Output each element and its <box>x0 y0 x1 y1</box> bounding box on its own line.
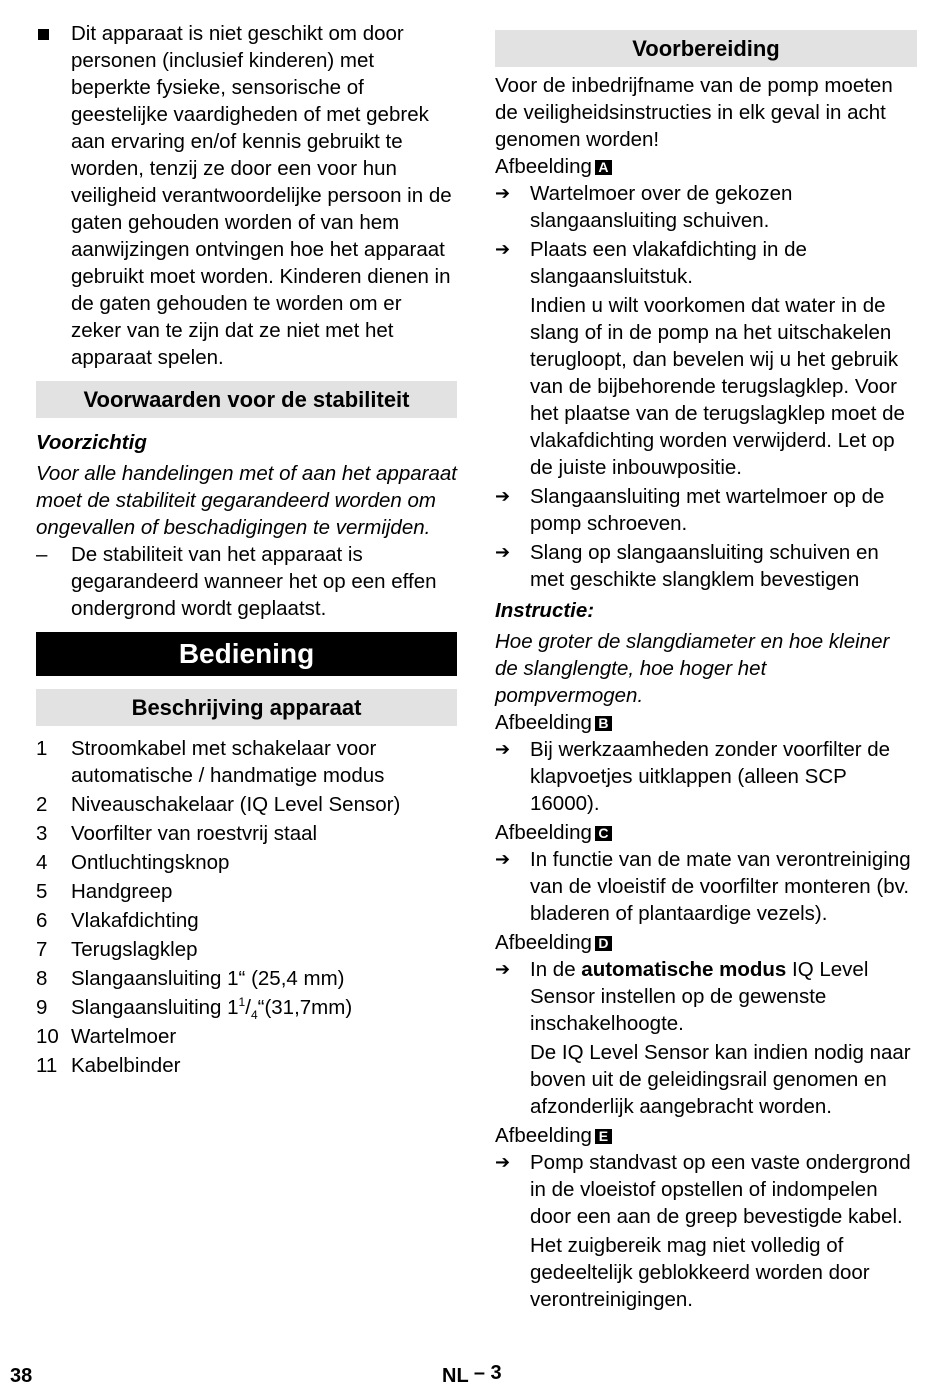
figure-b-marker: B <box>595 716 612 731</box>
figure-e-marker: E <box>595 1129 612 1144</box>
list-item: 1 Stroomkabel met schakelaar voor automatische / handmatige modus <box>36 737 385 787</box>
list-item: 4 Ontluchtingsknop <box>36 851 230 874</box>
arrow-right-icon: ➔ <box>495 849 511 869</box>
list-item: 11 Kabelbinder <box>36 1054 181 1077</box>
step-a3: ➔ Slangaansluiting met wartelmoer op de pomp schroeven. <box>495 485 885 535</box>
arrow-right-icon: ➔ <box>495 183 511 203</box>
caution-label: Voorzichtig <box>36 431 147 454</box>
step-c1: ➔ In functie van de mate van verontreiniging van de vloeistif de voorfilter monteren (bv. bladeren of plantaardige vezels). <box>495 848 911 925</box>
prep-intro: Voor de inbedrijfname van de pomp moeten de veiligheidsinstructies in elk geval in acht genomen worden! <box>495 74 893 151</box>
figure-e-label: Afbeelding E <box>495 1122 917 1149</box>
step-e1-note: Het zuigbereik mag niet volledig of gedeeltelijk geblokkeerd worden door verontreinigingen. <box>530 1234 870 1311</box>
list-item: 3 Voorfilter van roestvrij staal <box>36 822 318 845</box>
stability-heading: Voorwaarden voor de stabiliteit <box>36 381 457 418</box>
step-e1: ➔ Pomp standvast op een vaste ondergrond in de vloeistof opstellen of indompelen door een aan de greep bevestigde kabel. <box>495 1151 911 1228</box>
list-item: 5 Handgreep <box>36 880 173 903</box>
operation-heading: Bediening <box>36 632 457 676</box>
step-a2: ➔ Plaats een vlakafdichting in de slangaansluitstuk. <box>495 238 807 288</box>
list-item: 2 Niveauschakelaar (IQ Level Sensor) <box>36 793 401 816</box>
dash-mark: – <box>36 543 48 566</box>
figure-b-label: Afbeelding B <box>495 709 917 736</box>
figure-a-marker: A <box>595 160 612 175</box>
arrow-right-icon: ➔ <box>495 1152 511 1172</box>
stability-item-text: De stabiliteit van het apparaat is gegarandeerd wanneer het op een effen ondergrond wordt geplaatst. <box>71 543 437 620</box>
figure-a-label: Afbeelding A <box>495 153 917 180</box>
right-column <box>495 30 917 1313</box>
arrow-right-icon: ➔ <box>495 239 511 259</box>
stability-item <box>36 541 457 622</box>
parts-list <box>36 735 457 1079</box>
left-column <box>36 20 457 1079</box>
figure-d-label: Afbeelding D <box>495 929 917 956</box>
caution-text: Voor alle handelingen met of aan het apparaat moet de stabiliteit gegarandeerd worden om ongevallen of beschadigingen te vermijden. <box>36 462 457 539</box>
prep-heading: Voorbereiding <box>495 30 917 67</box>
instruction-text: Hoe groter de slangdiameter en hoe kleiner de slanglengte, hoe hoger het pompvermogen. <box>495 630 890 707</box>
list-item: 10 Wartelmoer <box>36 1025 177 1048</box>
step-d1-note: De IQ Level Sensor kan indien nodig naar boven uit de geleidingsrail genomen en afzonderlijk aangebracht worden. <box>530 1041 911 1118</box>
step-d1: ➔ In de automatische modus IQ Level Sensor instellen op de gewenste inschakelhoogte. <box>495 958 869 1035</box>
description-heading: Beschrijving apparaat <box>36 689 457 726</box>
list-item: 8 Slangaansluiting 1“ (25,4 mm) <box>36 967 345 990</box>
arrow-right-icon: ➔ <box>495 542 511 562</box>
list-item: 7 Terugslagklep <box>36 938 198 961</box>
step-a4: ➔ Slang op slangaansluiting schuiven en met geschikte slangklem bevestigen <box>495 541 879 591</box>
step-a2-note: Indien u wilt voorkomen dat water in de slang of in de pomp na het uitschakelen terugloopt, dan bevelen wij u het gebruik van de bijbehorende terugslagklep. Voor het plaatse van de terugslagklep moet de vlakafdichting worden verwijderd. Let op de juiste inbouwpositie. <box>530 294 905 479</box>
page-number: 38 <box>10 1365 33 1387</box>
list-item: 9 Slangaansluiting $1^1/_4“(31,7mm)$ <box>36 995 353 1023</box>
arrow-right-icon: ➔ <box>495 739 511 759</box>
intro-bullet <box>36 20 457 371</box>
figure-c-marker: C <box>595 826 612 841</box>
figure-d-marker: D <box>595 936 612 951</box>
step-a1: ➔ Wartelmoer over de gekozen slangaansluiting schuiven. <box>495 182 793 232</box>
square-bullet-icon <box>38 29 49 40</box>
footer-language-section: NL – 3 <box>442 1362 502 1387</box>
arrow-right-icon: ➔ <box>495 486 511 506</box>
figure-c-label: Afbeelding C <box>495 819 917 846</box>
arrow-right-icon: ➔ <box>495 959 511 979</box>
step-b1: ➔ Bij werkzaamheden zonder voorfilter de klapvoetjes uitklappen (alleen SCP 16000). <box>495 738 891 815</box>
instruction-label: Instructie: <box>495 599 595 622</box>
intro-text: Dit apparaat is niet geschikt om door personen (inclusief kinderen) met beperkte fysieke, sensorische of geestelijke vaardigheden of met gebrek aan ervaring en/of kennis gebruikt te worden, tenzij ze door een voor hun veiligheid verantwoordelijke persoon in de gaten gehouden worden of van hem aanwijzingen ontvingen hoe het apparaat gebruikt moet worden. Kinderen dienen in de gaten gehouden te worden om er zeker van te zijn dat ze niet met het apparaat spelen. <box>71 22 452 369</box>
list-item: 6 Vlakafdichting <box>36 909 199 932</box>
